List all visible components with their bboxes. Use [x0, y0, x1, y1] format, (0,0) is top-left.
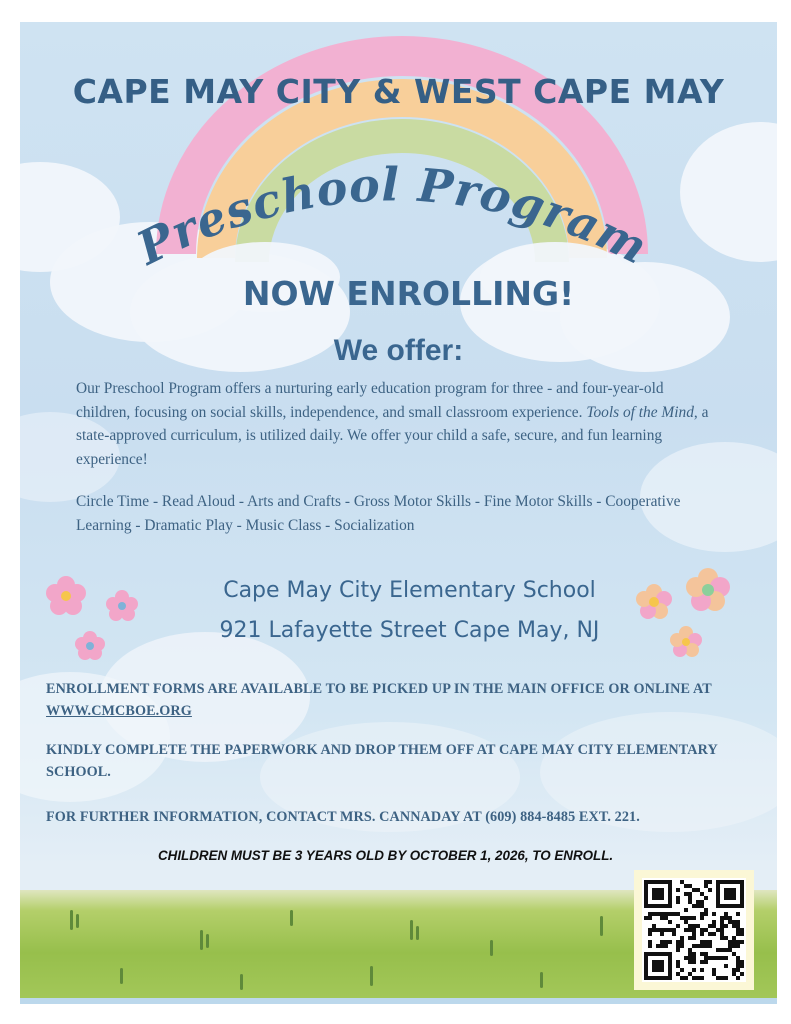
enrollment-forms-notice — [46, 678, 766, 722]
contact-notice: FOR FURTHER INFORMATION, CONTACT MRS. CANNADAY AT (609) 884-8485 EXT. 221. — [46, 809, 640, 825]
qr-code-icon[interactable] — [634, 870, 754, 990]
program-description — [76, 377, 716, 471]
forms-text: ENROLLMENT FORMS ARE AVAILABLE TO BE PICKED UP IN THE MAIN OFFICE OR ONLINE AT — [46, 681, 712, 697]
dropoff-notice: KINDLY COMPLETE THE PAPERWORK AND DROP THEM OFF AT CAPE MAY CITY ELEMENTARY SCHOOL. — [46, 742, 718, 780]
website-link[interactable]: WWW.CMCBOE.ORG — [46, 703, 192, 719]
school-name: Cape May City Elementary School — [223, 578, 596, 603]
svg-text:Preschool Program — [127, 157, 656, 276]
age-requirement: CHILDREN MUST BE 3 YEARS OLD BY OCTOBER 1, 2026, TO ENROLL. — [158, 848, 614, 863]
curriculum-name: Tools of the Mind — [586, 403, 694, 421]
flyer — [20, 22, 777, 1004]
qr-code-graphic — [634, 870, 754, 990]
school-address: 921 Lafayette Street Cape May, NJ — [219, 618, 600, 643]
offer-heading: We offer: — [333, 334, 464, 367]
activities-list: Circle Time - Read Aloud - Arts and Crafts - Gross Motor Skills - Fine Motor Skills - Cooperative Learning - Dramatic Play - Music Class - Socialization — [76, 493, 681, 534]
enrolling-heading: NOW ENROLLING! — [242, 274, 575, 313]
program-title-text: Preschool Program — [128, 157, 657, 276]
district-title: CAPE MAY CITY & WEST CAPE MAY — [72, 72, 725, 111]
description-text: , a state-approved curriculum, is utilized daily. We offer your child a safe, secure, and fun learning experience! — [76, 403, 709, 468]
description-text: Our Preschool Program offers a nurturing early education program for three - and four-year-old children, focusing on social skills, independence, and small classroom experience. — [76, 380, 664, 421]
water-strip — [20, 998, 777, 1004]
